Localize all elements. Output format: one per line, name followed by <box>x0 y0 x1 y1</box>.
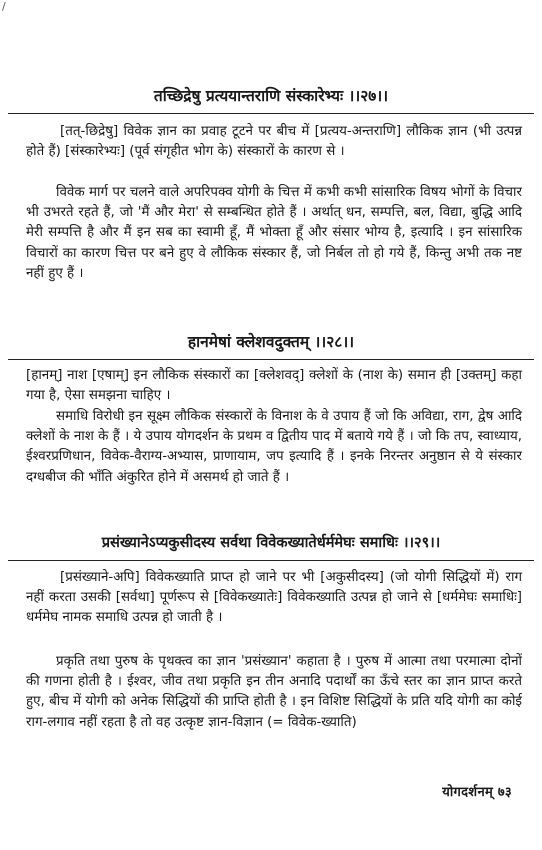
page-footer: योगदर्शनम् ७३ <box>442 785 512 800</box>
sutra-29-commentary: प्रकृति तथा पुरुष के पृथक्त्व का ज्ञान 'प्रसंख्यान' कहाता है । पुरुष में आत्मा तथा परमात्मा दोनों की गणना होती है । ईश्वर, जीव तथा प्रकृति इन तीन अनादि पदार्थों का ऊँचे स्तर का ज्ञान प्राप्त करते हुए, बीच में योगी को अनेक सिद्धियों की प्राप्ति होती है । इन विशिष्ट सिद्धियों के प्रति यदि योगी का कोई राग-लगाव नहीं रहता है तो वह उत्कृष्ट ज्ञान-विज्ञान (= विवेक-ख्याति) <box>26 654 522 730</box>
sutra-29-word-meaning: [प्रसंख्याने-अपि] विवेकख्याति प्राप्त हो जाने पर भी [अकुसीदस्य] (जो योगी सिद्धियों में) राग नहीं करता उसकी [सर्वथा] पूर्णरूप से [विवेकख्यातेः] विवेकख्याति उत्पन्न हो जाने से [धर्ममेघः समाधिः] धर्ममेघ नामक समाधि उत्पन्न हो जाती है । <box>26 570 522 626</box>
sutra-27-section <box>0 85 542 114</box>
sutra-28-heading: हानमेषां क्लेशवदुक्तम् ।।२८।। <box>187 333 355 351</box>
sutra-28-word-meaning: [हानम्] नाश [एषाम्] इन लौकिक संस्कारों का [क्लेशवद्] क्लेशों के (नाश के) समान ही [उक्तम्] कहा गया है, ऐसा समझना चाहिए । <box>26 368 522 404</box>
corner-mark: / <box>2 0 6 13</box>
sutra-28-section <box>0 331 542 360</box>
sutra-27-rule <box>8 113 534 114</box>
sutra-27-commentary: विवेक मार्ग पर चलने वाले अपरिपक्व योगी के चित्त में कभी कभी सांसारिक विषय भोगों के विचार भी उभरते रहते हैं, जो 'मैं और मेरा' से सम्बन्धित होते हैं । अर्थात् धन, सम्पत्ति, बल, विद्या, बुद्धि आदि मेरी सम्पत्ति है और मैं इन सब का स्वामी हूँ, मैं भोक्ता हूँ और संसार भोग्य है, इत्यादि । इन सांसारिक विचारों का कारण चित्त पर बने हुए वे लौकिक संस्कार हैं, जो निर्बल तो हो गये हैं, किन्तु अभी तक नष्ट नहीं हुए हैं । <box>26 185 522 281</box>
sutra-28-rule <box>8 359 534 360</box>
sutra-29-section <box>0 532 542 561</box>
sutra-28-commentary: समाधि विरोधी इन सूक्ष्म लौकिक संस्कारों के विनाश के वे उपाय हैं जो कि अविद्या, राग, द्वेष आदि क्लेशों के नाश के हैं । ये उपाय योगदर्शन के प्रथम व द्वितीय पाद में बताये गये हैं । जो कि तप, स्वाध्याय, ईश्वरप्रणिधान, विवेक-वैराग्य-अभ्यास, प्राणायाम, जप इत्यादि हैं । इनके निरन्तर अनुष्ठान से ये संस्कार दग्धबीज की भाँति अंकुरित होने में असमर्थ हो जाते हैं । <box>26 409 522 485</box>
sutra-29-heading: प्रसंख्यानेऽप्यकुसीदस्य सर्वथा विवेकख्यातेर्धर्ममेघः समाधिः ।।२९।। <box>101 534 441 551</box>
sutra-27-word-meaning: [तत्-छिद्रेषु] विवेक ज्ञान का प्रवाह टूटने पर बीच में [प्रत्यय-अन्तराणि] लौकिक ज्ञान (भी उत्पन्न होते हैं) [संस्कारेभ्यः] (पूर्व संगृहीत भोग के) संस्कारों के कारण से । <box>26 124 522 160</box>
sutra-29-rule <box>8 560 534 561</box>
sutra-27-heading: तच्छिद्रेषु प्रत्ययान्तराणि संस्कारेभ्यः ।।२७।। <box>153 87 389 105</box>
